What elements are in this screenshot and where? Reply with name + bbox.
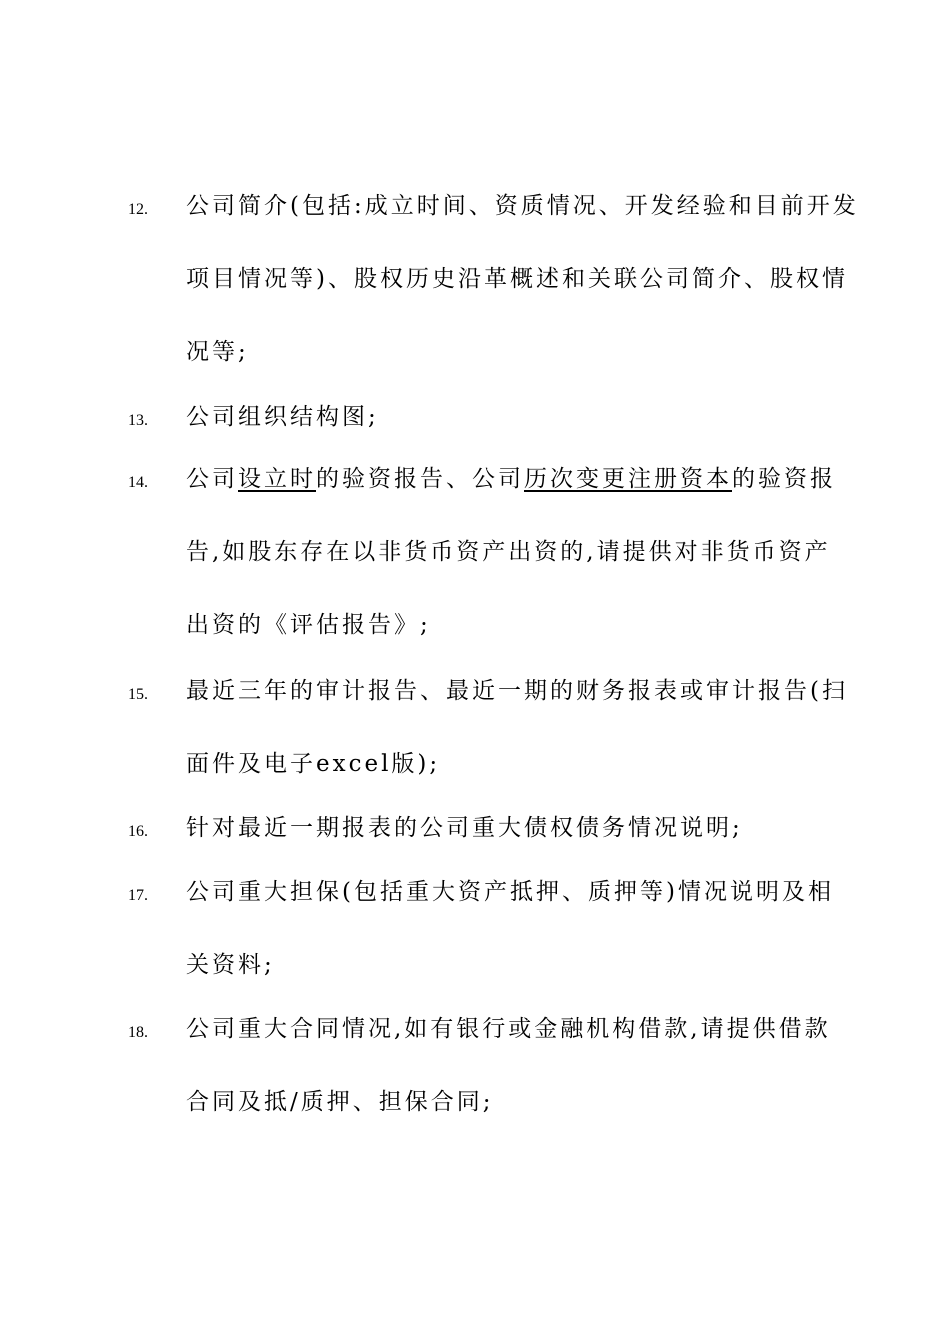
item-number: 16. xyxy=(128,823,148,840)
item-text-line: 告,如股东存在以非货币资产出资的,请提供对非货币资产 xyxy=(186,539,831,565)
item-text-line: 面件及电子excel版); xyxy=(186,751,441,777)
item-text-line: 公司重大合同情况,如有银行或金融机构借款,请提供借款 xyxy=(186,1016,831,1042)
item-text-line: 公司重大担保(包括重大资产抵押、质押等)情况说明及相 xyxy=(186,879,834,905)
item-number: 13. xyxy=(128,412,148,429)
item-text-line: 出资的《评估报告》; xyxy=(186,612,431,638)
item-text-line: 公司简介(包括:成立时间、资质情况、开发经验和目前开发 xyxy=(186,193,859,219)
item-text-line: 关资料; xyxy=(186,952,275,978)
item-text-line: 公司组织结构图; xyxy=(186,404,379,430)
item-number: 18. xyxy=(128,1024,148,1041)
item-text-line: 合同及抵/质押、担保合同; xyxy=(186,1089,494,1115)
item-text-line: 最近三年的审计报告、最近一期的财务报表或审计报告(扫 xyxy=(186,678,848,704)
item-number: 14. xyxy=(128,474,148,491)
item-number: 17. xyxy=(128,887,148,904)
item-text-line: 况等; xyxy=(186,339,249,365)
text-segment: 的验资报 xyxy=(732,466,836,492)
item-text-line xyxy=(186,463,846,495)
underlined-text: 历次变更注册资本 xyxy=(524,466,732,492)
item-text-line: 针对最近一期报表的公司重大债权债务情况说明; xyxy=(186,815,743,841)
text-segment: 公司 xyxy=(186,466,238,492)
item-number: 15. xyxy=(128,686,148,703)
item-text-line: 项目情况等)、股权历史沿革概述和关联公司简介、股权情 xyxy=(186,266,848,292)
item-number: 12. xyxy=(128,201,148,218)
text-segment: 的验资报告、公司 xyxy=(316,466,524,492)
underlined-text: 设立时 xyxy=(238,466,316,492)
